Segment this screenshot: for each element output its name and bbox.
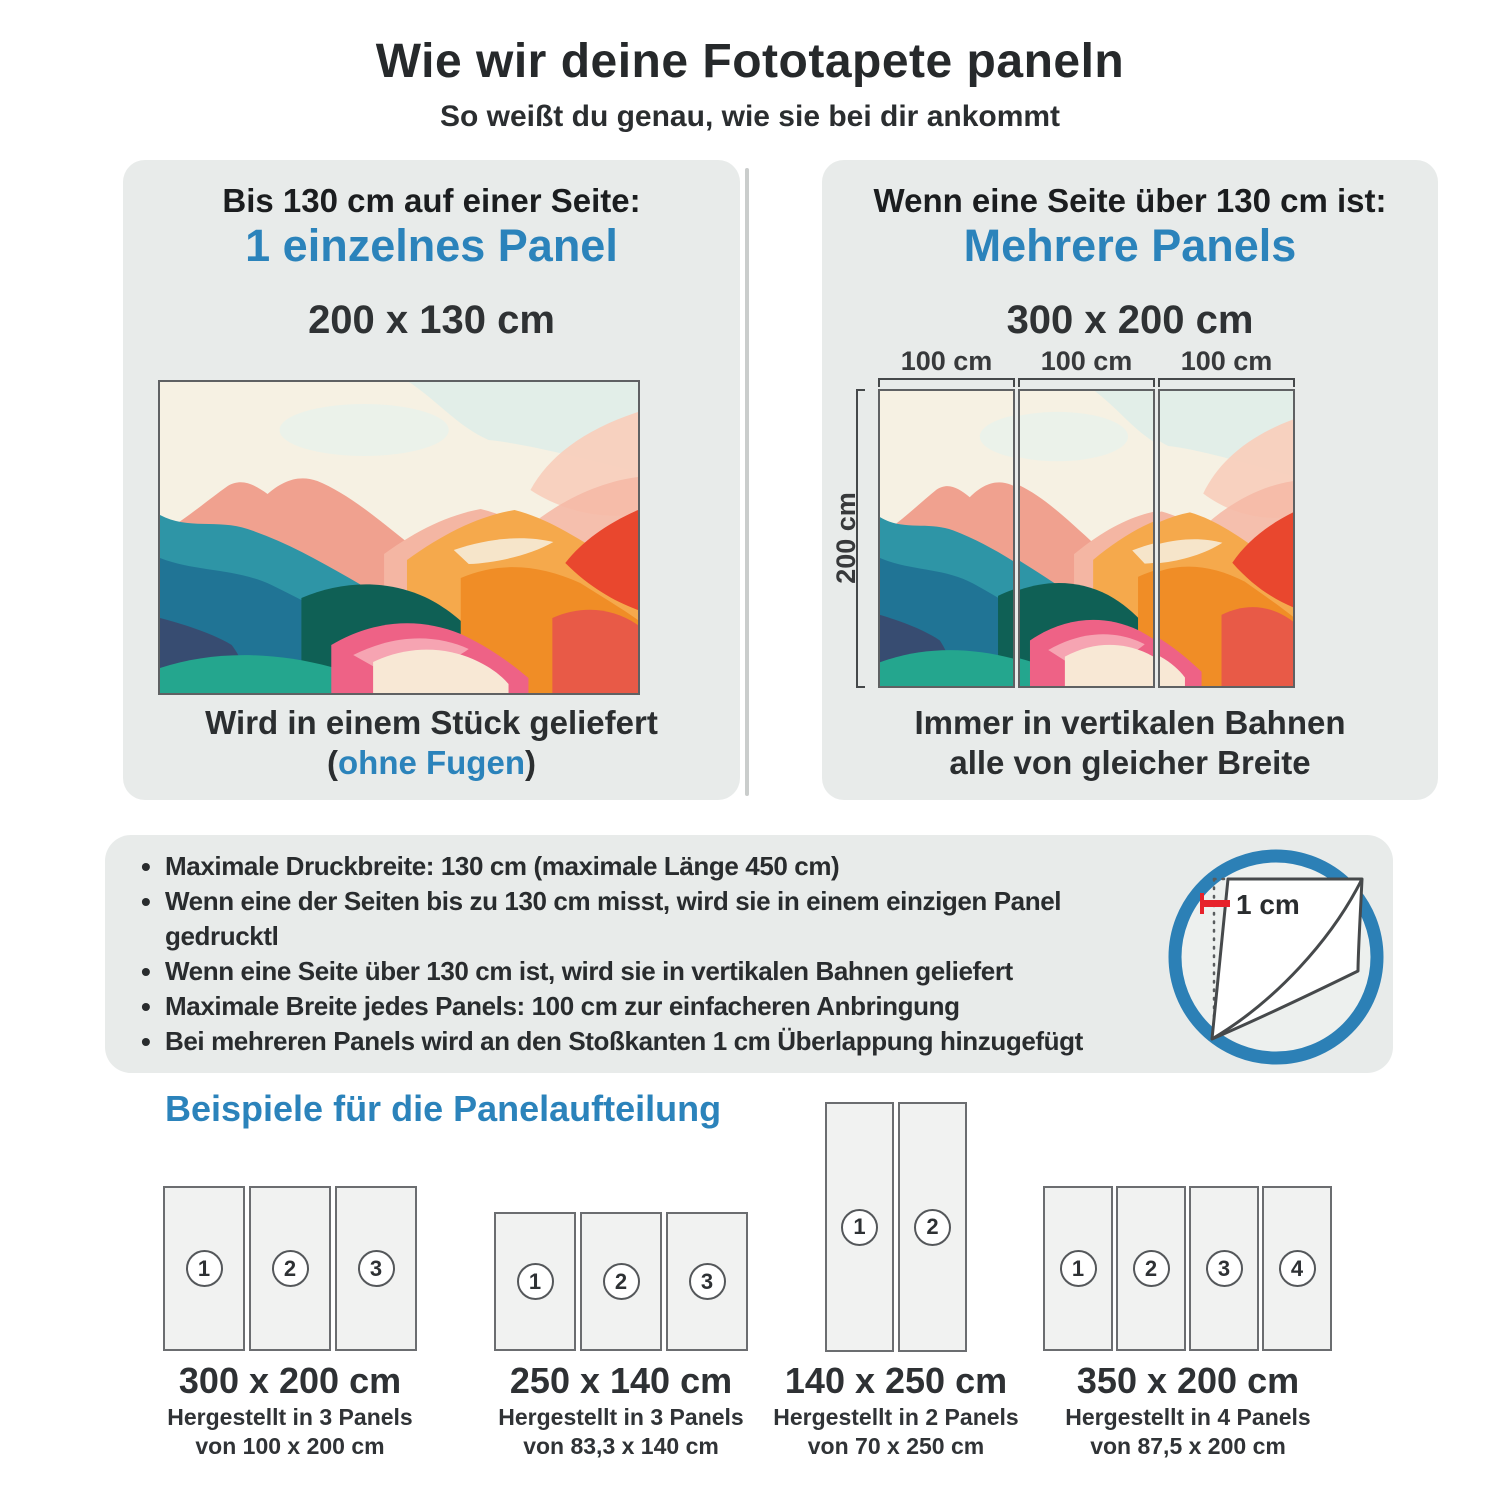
example-panel bbox=[1189, 1186, 1259, 1351]
bullet-text: • Maximale Breite jedes Panels: 100 cm zur einfacheren Anbringung bbox=[165, 991, 960, 1021]
example-group-350x200 bbox=[1043, 1186, 1332, 1351]
overlap-marker-bar bbox=[1202, 900, 1230, 907]
bullet-text: • Wenn eine der Seiten bis zu 130 cm misst, wird sie in einem einzigen Panel bbox=[165, 886, 1062, 916]
example-group-250x140 bbox=[494, 1212, 748, 1351]
examples-heading: Beispiele für die Panelaufteilung bbox=[165, 1088, 722, 1129]
multi-panel-result: Mehrere Panels bbox=[963, 220, 1297, 271]
example-panel bbox=[1043, 1186, 1113, 1351]
no-seams-highlight: ohne Fugen bbox=[338, 744, 525, 781]
example-made-label: Hergestellt in 2 Panels bbox=[773, 1404, 1019, 1430]
panel-number-badge: 2 bbox=[914, 1209, 951, 1246]
example-from-label: von 70 x 250 cm bbox=[807, 1433, 985, 1459]
multi-panel-delivery-note-line1: Immer in vertikalen Bahnen bbox=[914, 704, 1346, 741]
single-panel-card bbox=[123, 160, 740, 800]
width-measure-bracket bbox=[1158, 378, 1295, 387]
width-measure-bracket bbox=[878, 378, 1015, 387]
panel-number-badge: 1 bbox=[186, 1250, 223, 1287]
paren-open: ( bbox=[327, 744, 338, 781]
bullet-item bbox=[137, 1024, 1297, 1059]
bullet-item bbox=[137, 849, 1297, 884]
multi-panel-card bbox=[822, 160, 1438, 800]
single-panel-seam-note bbox=[123, 744, 740, 782]
example-panel bbox=[494, 1212, 576, 1351]
wallpaper-panel-strip bbox=[1158, 389, 1295, 688]
panel-number-badge: 2 bbox=[603, 1263, 640, 1300]
panel-number-badge: 3 bbox=[1206, 1250, 1243, 1287]
bullet-item bbox=[137, 989, 1297, 1024]
height-dimension-label: 200 cm bbox=[831, 492, 861, 584]
wallpaper-preview-image bbox=[158, 380, 640, 695]
example-panel bbox=[163, 1186, 245, 1351]
single-panel-condition: Bis 130 cm auf einer Seite: bbox=[222, 182, 641, 219]
panel-number-badge: 3 bbox=[358, 1250, 395, 1287]
bullet-text: • Maximale Druckbreite: 130 cm (maximale Länge 450 cm) bbox=[165, 851, 840, 881]
width-dimension-label: 100 cm bbox=[1040, 346, 1133, 376]
example-panel bbox=[1116, 1186, 1186, 1351]
panel-number-badge: 1 bbox=[841, 1209, 878, 1246]
example-panel bbox=[249, 1186, 331, 1351]
watercolor-art-slice bbox=[1160, 391, 1293, 686]
width-measure-bracket bbox=[1018, 378, 1155, 387]
example-panel bbox=[580, 1212, 662, 1351]
example-panel bbox=[666, 1212, 748, 1351]
wallpaper-panel-strip bbox=[1018, 389, 1155, 688]
bullet-text-continuation: gedrucktl bbox=[165, 921, 279, 951]
bullet-list bbox=[137, 849, 1297, 1059]
page-title: Wie wir deine Fototapete paneln bbox=[375, 35, 1125, 88]
example-from-label: von 87,5 x 200 cm bbox=[1090, 1433, 1286, 1459]
single-panel-delivery-note: Wird in einem Stück geliefert bbox=[205, 704, 658, 741]
watercolor-art bbox=[160, 382, 638, 693]
example-panel bbox=[825, 1102, 894, 1352]
watercolor-art-slice bbox=[1020, 391, 1153, 686]
bullet-item bbox=[137, 954, 1297, 989]
example-size-label: 300 x 200 cm bbox=[178, 1360, 402, 1401]
example-made-label: Hergestellt in 3 Panels bbox=[498, 1404, 744, 1430]
overlap-label: 1 cm bbox=[1236, 889, 1300, 920]
bullet-text: • Wenn eine Seite über 130 cm ist, wird sie in vertikalen Bahnen geliefert bbox=[165, 956, 1013, 986]
panel-number-badge: 2 bbox=[272, 1250, 309, 1287]
wallpaper-panel-strip bbox=[878, 389, 1015, 688]
example-panel bbox=[898, 1102, 967, 1352]
example-size-label: 140 x 250 cm bbox=[784, 1360, 1008, 1401]
panel-number-badge: 3 bbox=[689, 1263, 726, 1300]
panel-number-badge: 1 bbox=[1060, 1250, 1097, 1287]
page-subtitle: So weißt du genau, wie sie bei dir ankommt bbox=[439, 100, 1061, 133]
example-made-label: Hergestellt in 4 Panels bbox=[1065, 1404, 1311, 1430]
width-dimension-label: 100 cm bbox=[1180, 346, 1273, 376]
example-from-label: von 100 x 200 cm bbox=[195, 1433, 385, 1459]
bullet-text: • Bei mehreren Panels wird an den Stoßkanten 1 cm Überlappung hinzugefügt bbox=[165, 1026, 1083, 1056]
panel-number-badge: 2 bbox=[1133, 1250, 1170, 1287]
example-size-label: 250 x 140 cm bbox=[509, 1360, 733, 1401]
example-group-300x200 bbox=[163, 1186, 417, 1351]
panel-number-badge: 1 bbox=[517, 1263, 554, 1300]
width-dimension-label: 100 cm bbox=[900, 346, 993, 376]
example-made-label: Hergestellt in 3 Panels bbox=[167, 1404, 413, 1430]
panel-number-badge: 4 bbox=[1279, 1250, 1316, 1287]
cards-divider bbox=[745, 168, 749, 796]
single-panel-result: 1 einzelnes Panel bbox=[245, 220, 618, 271]
example-from-label: von 83,3 x 140 cm bbox=[523, 1433, 719, 1459]
example-panel bbox=[335, 1186, 417, 1351]
watercolor-art-slice bbox=[880, 391, 1013, 686]
paren-close: ) bbox=[524, 744, 536, 781]
multi-panel-condition: Wenn eine Seite über 130 cm ist: bbox=[873, 182, 1387, 219]
overlap-badge-icon bbox=[1164, 845, 1388, 1069]
example-group-140x250 bbox=[825, 1102, 967, 1352]
example-panel bbox=[1262, 1186, 1332, 1351]
multi-panel-delivery-note-line2: alle von gleicher Breite bbox=[949, 744, 1311, 781]
multi-panel-size: 300 x 200 cm bbox=[1006, 298, 1254, 342]
bullet-item bbox=[137, 884, 1297, 954]
single-panel-size: 200 x 130 cm bbox=[308, 298, 555, 342]
example-size-label: 350 x 200 cm bbox=[1076, 1360, 1300, 1401]
